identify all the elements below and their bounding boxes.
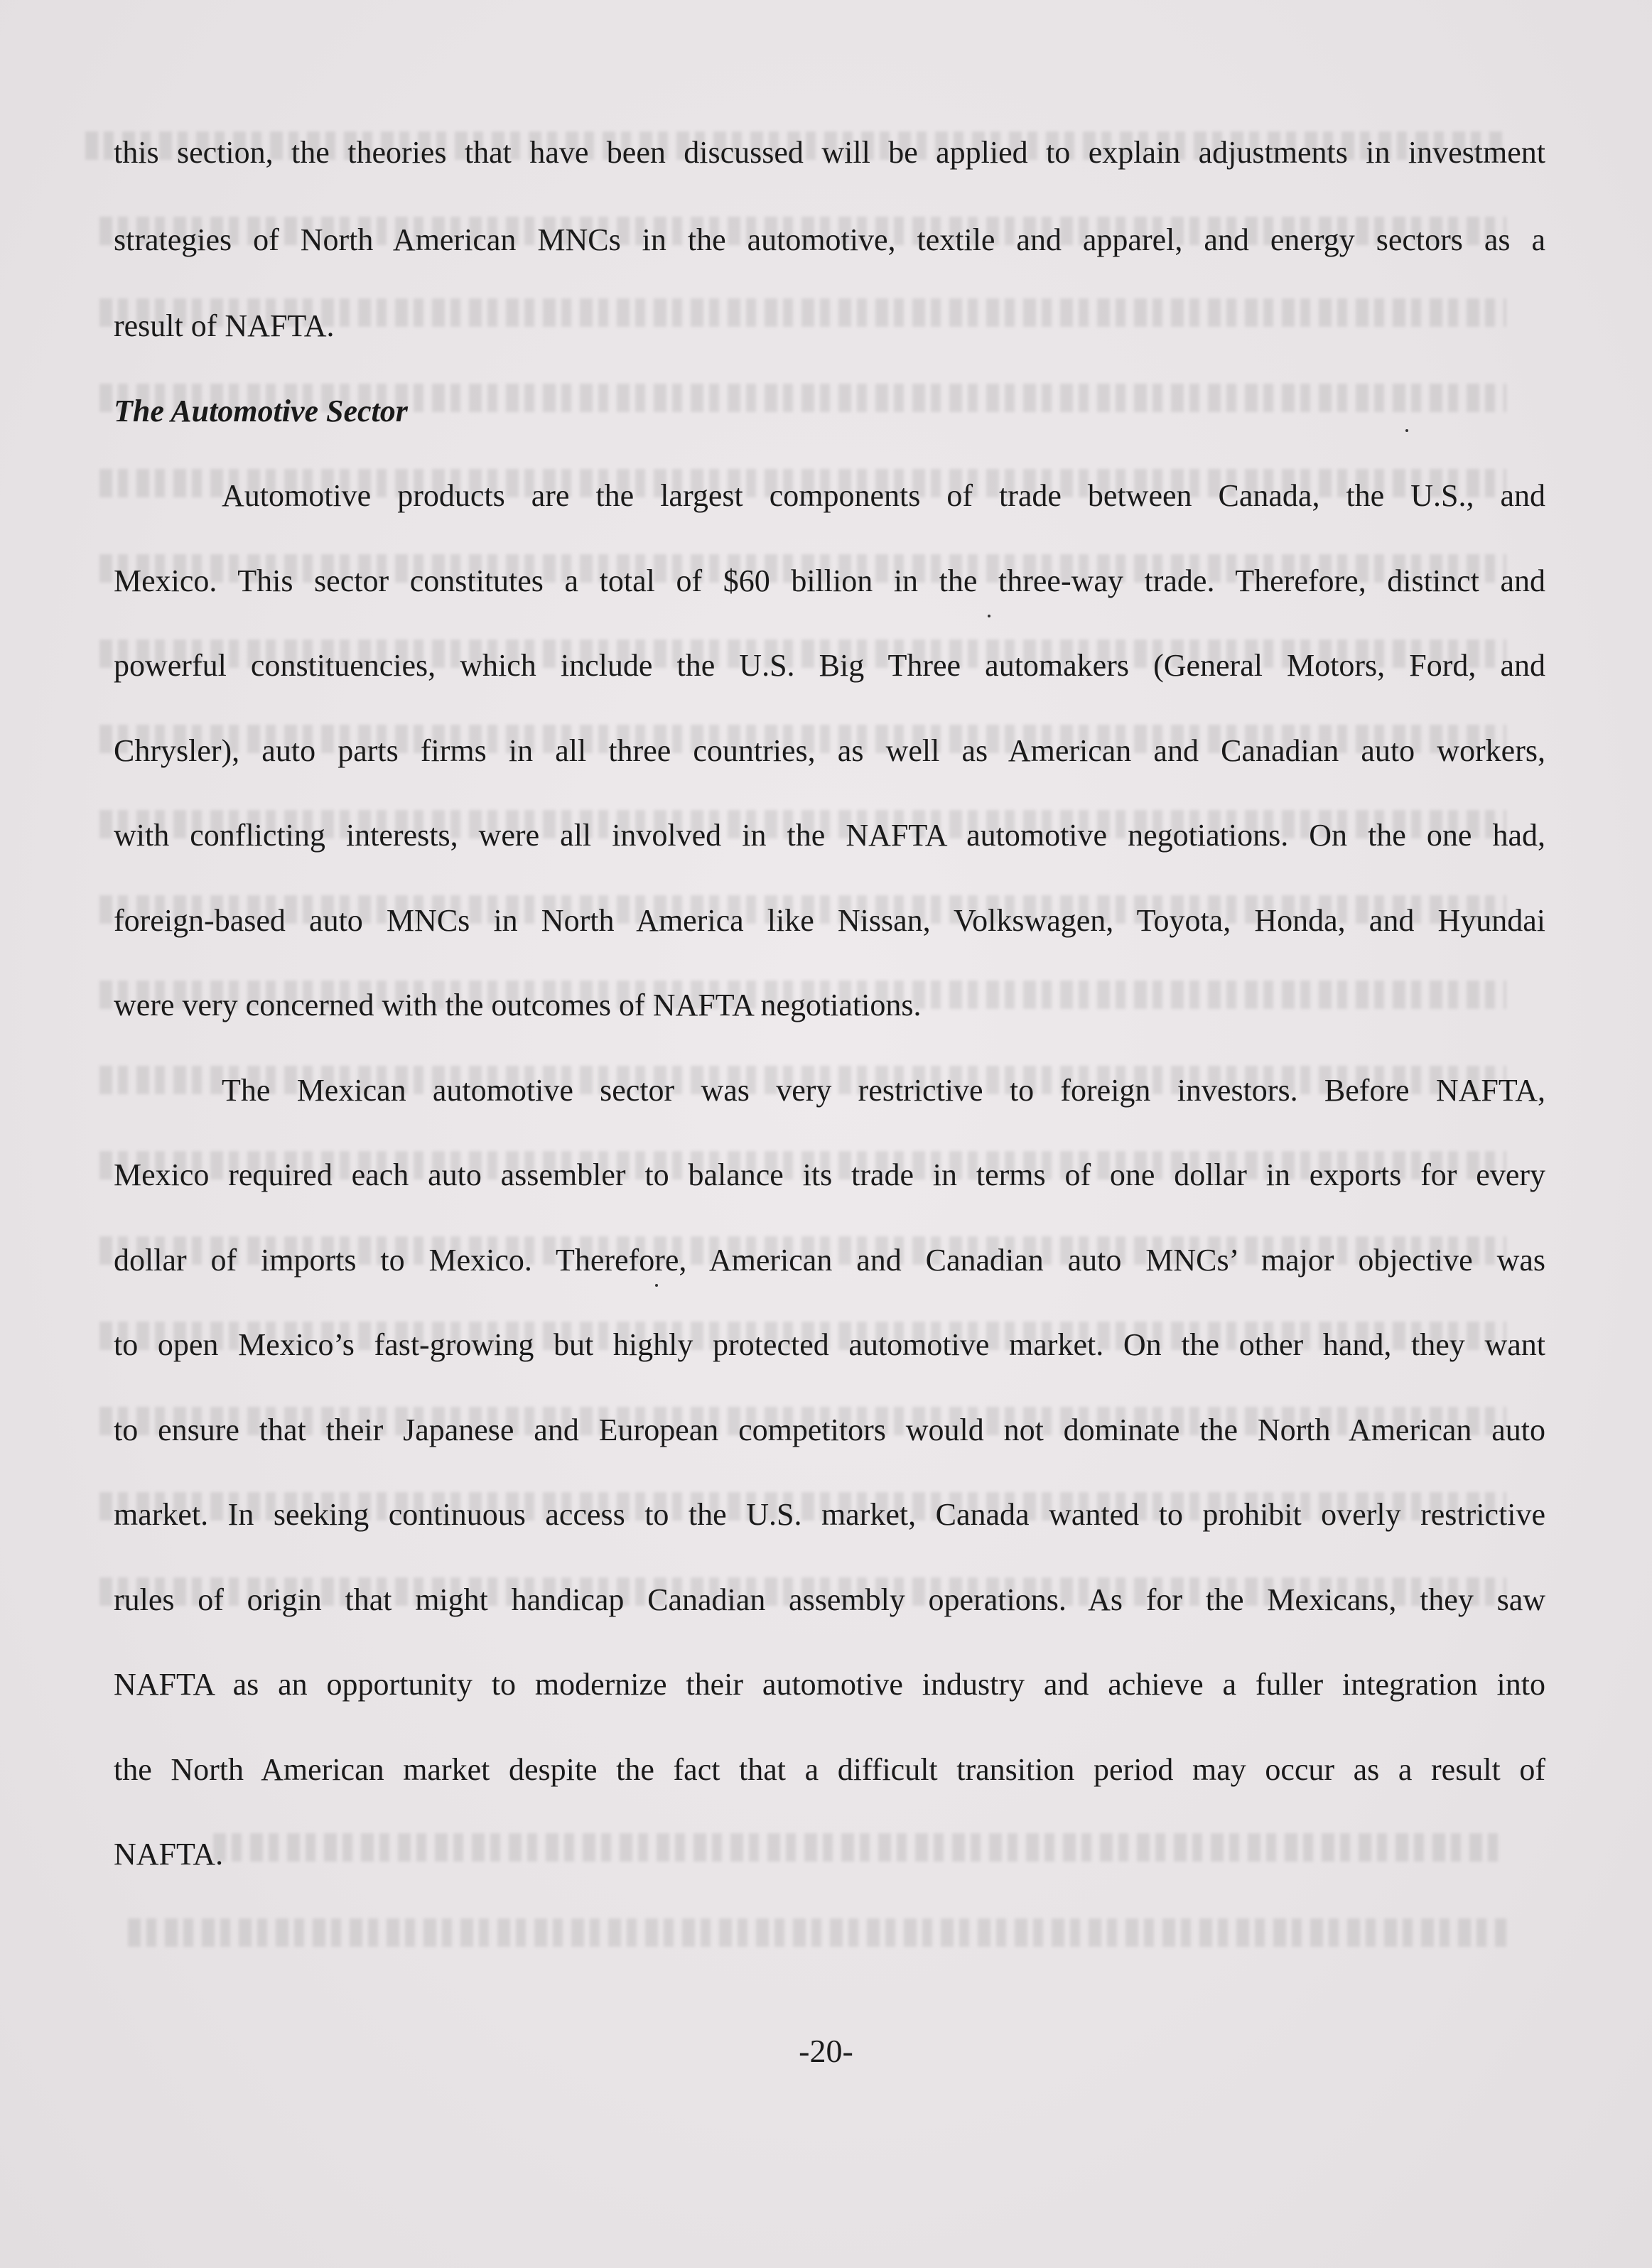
- text-line: NAFTA.: [114, 1837, 224, 1872]
- text-line: with conflicting interests, were all involved in the NAFTA automotive negotiations. On the one had,: [114, 818, 1545, 853]
- text-line: to open Mexico’s fast-growing but highly protected automotive market. On the other hand, they want: [114, 1327, 1545, 1362]
- text-line: to ensure that their Japanese and European competitors would not dominate the North American auto: [114, 1412, 1545, 1447]
- text-line: Chrysler), auto parts firms in all three countries, as well as American and Canadian auto workers,: [114, 733, 1545, 768]
- text-line: the North American market despite the fact that a difficult transition period may occur as a result of: [114, 1751, 1545, 1787]
- body-text: [114, 114, 1545, 1897]
- section-heading: The Automotive Sector: [114, 393, 408, 428]
- scan-speck: [1405, 429, 1408, 432]
- text-line: Automotive products are the largest components of trade between Canada, the U.S., and: [222, 478, 1545, 513]
- text-line: rules of origin that might handicap Canadian assembly operations. As for the Mexicans, they saw: [114, 1582, 1545, 1617]
- text-line: Mexico. This sector constitutes a total of $60 billion in the three-way trade. Therefore, distinct and: [114, 563, 1545, 598]
- text-line: NAFTA as an opportunity to modernize their automotive industry and achieve a fuller integration into: [114, 1667, 1545, 1702]
- text-line: strategies of North American MNCs in the automotive, textile and apparel, and energy sectors as a: [114, 222, 1545, 257]
- scan-speck: [655, 1284, 658, 1287]
- text-line: powerful constituencies, which include the U.S. Big Three automakers (General Motors, Ford, and: [114, 648, 1545, 683]
- text-line: The Mexican automotive sector was very restrictive to foreign investors. Before NAFTA,: [222, 1072, 1545, 1108]
- scan-speck: [988, 615, 990, 617]
- text-line: foreign-based auto MNCs in North America like Nissan, Volkswagen, Toyota, Honda, and Hyundai: [114, 902, 1545, 938]
- text-line: Mexico required each auto assembler to balance its trade in terms of one dollar in exports for every: [114, 1157, 1545, 1192]
- text-line: were very concerned with the outcomes of NAFTA negotiations.: [114, 988, 922, 1022]
- page-number: -20-: [799, 2033, 853, 2069]
- text-line: market. In seeking continuous access to the U.S. market, Canada wanted to prohibit overly restrictive: [114, 1497, 1545, 1532]
- text-line: result of NAFTA.: [114, 308, 335, 343]
- text-line: dollar of imports to Mexico. Therefore, American and Canadian auto MNCs’ major objective was: [114, 1242, 1545, 1278]
- text-line: this section, the theories that have been discussed will be applied to explain adjustments in investment: [114, 135, 1545, 170]
